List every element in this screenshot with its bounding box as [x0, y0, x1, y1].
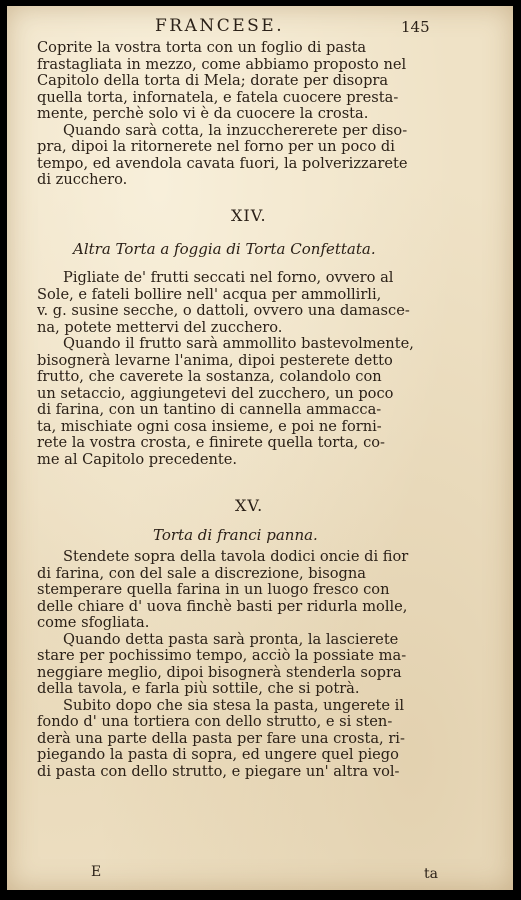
text-line: Quando detta pasta sarà pronta, la lascierete — [63, 630, 399, 648]
text-line: un setaccio, aggiungetevi del zucchero, un poco — [37, 384, 394, 402]
text-line: Subito dopo che sia stesa la pasta, ungerete il — [63, 696, 405, 714]
text-line: Pigliate de' frutti seccati nel forno, ovvero al — [63, 269, 394, 286]
text-line: neggiare meglio, dipoi bisognerà stenderla sopra — [37, 663, 402, 681]
book-page — [7, 6, 513, 890]
text-line: frutto, che caverete la sostanza, colandolo con — [37, 368, 382, 385]
text-line: tempo, ed avendola cavata fuori, la polverizzarete — [37, 154, 408, 172]
text-line: di farina, con del sale a discrezione, bisogna — [37, 564, 366, 582]
text-line: fondo d' una tortiera con dello strutto, e si sten- — [37, 713, 393, 730]
signature-mark: E — [91, 864, 102, 880]
text-line: della tavola, e farla più sottile, che si potrà. — [37, 680, 360, 697]
section-title: Torta di franci panna. — [153, 526, 318, 544]
text-line: Sole, e fateli bollire nell' acqua per ammollirli, — [37, 285, 382, 303]
section-numeral: XV. — [235, 496, 264, 515]
text-line: frastagliata in mezzo, come abbiamo proposto nel — [37, 55, 407, 73]
section-body — [37, 270, 477, 468]
text-line: Capitolo della torta di Mela; dorate per disopra — [37, 72, 389, 89]
text-line: stare per pochissimo tempo, acciò la possiate ma- — [37, 647, 407, 664]
section-numeral: XIV. — [231, 206, 267, 225]
text-line: pra, dipoi la ritornerete nel forno per un poco di — [37, 138, 395, 155]
text-line: me al Capitolo precedente. — [37, 450, 238, 468]
text-line: piegando la pasta di sopra, ed ungere quel piego — [37, 746, 399, 763]
text-line: Quando sarà cotta, la inzucchererete per diso- — [63, 121, 408, 139]
text-line: di farina, con un tantino di cannella ammacca- — [37, 401, 382, 418]
text-line: ta, mischiate ogni cosa insieme, e poi ne forni- — [37, 417, 382, 435]
text-line: stemperare quella farina in un luogo fresco con — [37, 581, 390, 598]
text-line: na, potete mettervi del zucchero. — [37, 318, 283, 336]
text-line: v. g. susine secche, o dattoli, ovvero una damasce- — [37, 302, 410, 319]
text-line: Coprite la vostra torta con un foglio di pasta — [37, 39, 367, 56]
text-line: Quando il frutto sarà ammollito bastevolmente, — [63, 335, 414, 352]
section-title: Altra Torta a foggia di Torta Confettata. — [73, 240, 376, 258]
section-continuation — [37, 40, 477, 189]
text-line: Stendete sopra della tavola dodici oncie di fior — [63, 548, 409, 565]
text-line: bisognerà levarne l'anima, dipoi pesterete detto — [37, 351, 393, 369]
page-number: 145 — [401, 18, 430, 36]
text-line: mente, perchè solo vi è da cuocere la crosta. — [37, 105, 369, 122]
section-body — [37, 549, 477, 780]
text-line: quella torta, infornatela, e fatela cuocere presta- — [37, 88, 399, 106]
text-line: di pasta con dello strutto, e piegare un' altra vol- — [37, 762, 400, 780]
text-line: rete la vostra crosta, e finirete quella torta, co- — [37, 434, 385, 451]
text-line: delle chiare d' uova finchè basti per ridurla molle, — [37, 597, 408, 615]
text-line: derà una parte della pasta per fare una crosta, ri- — [37, 729, 405, 747]
catchword: ta — [424, 866, 438, 882]
text-line: di zucchero. — [37, 171, 128, 188]
text-line: come sfogliata. — [37, 614, 150, 631]
running-header: FRANCESE. — [155, 16, 285, 36]
